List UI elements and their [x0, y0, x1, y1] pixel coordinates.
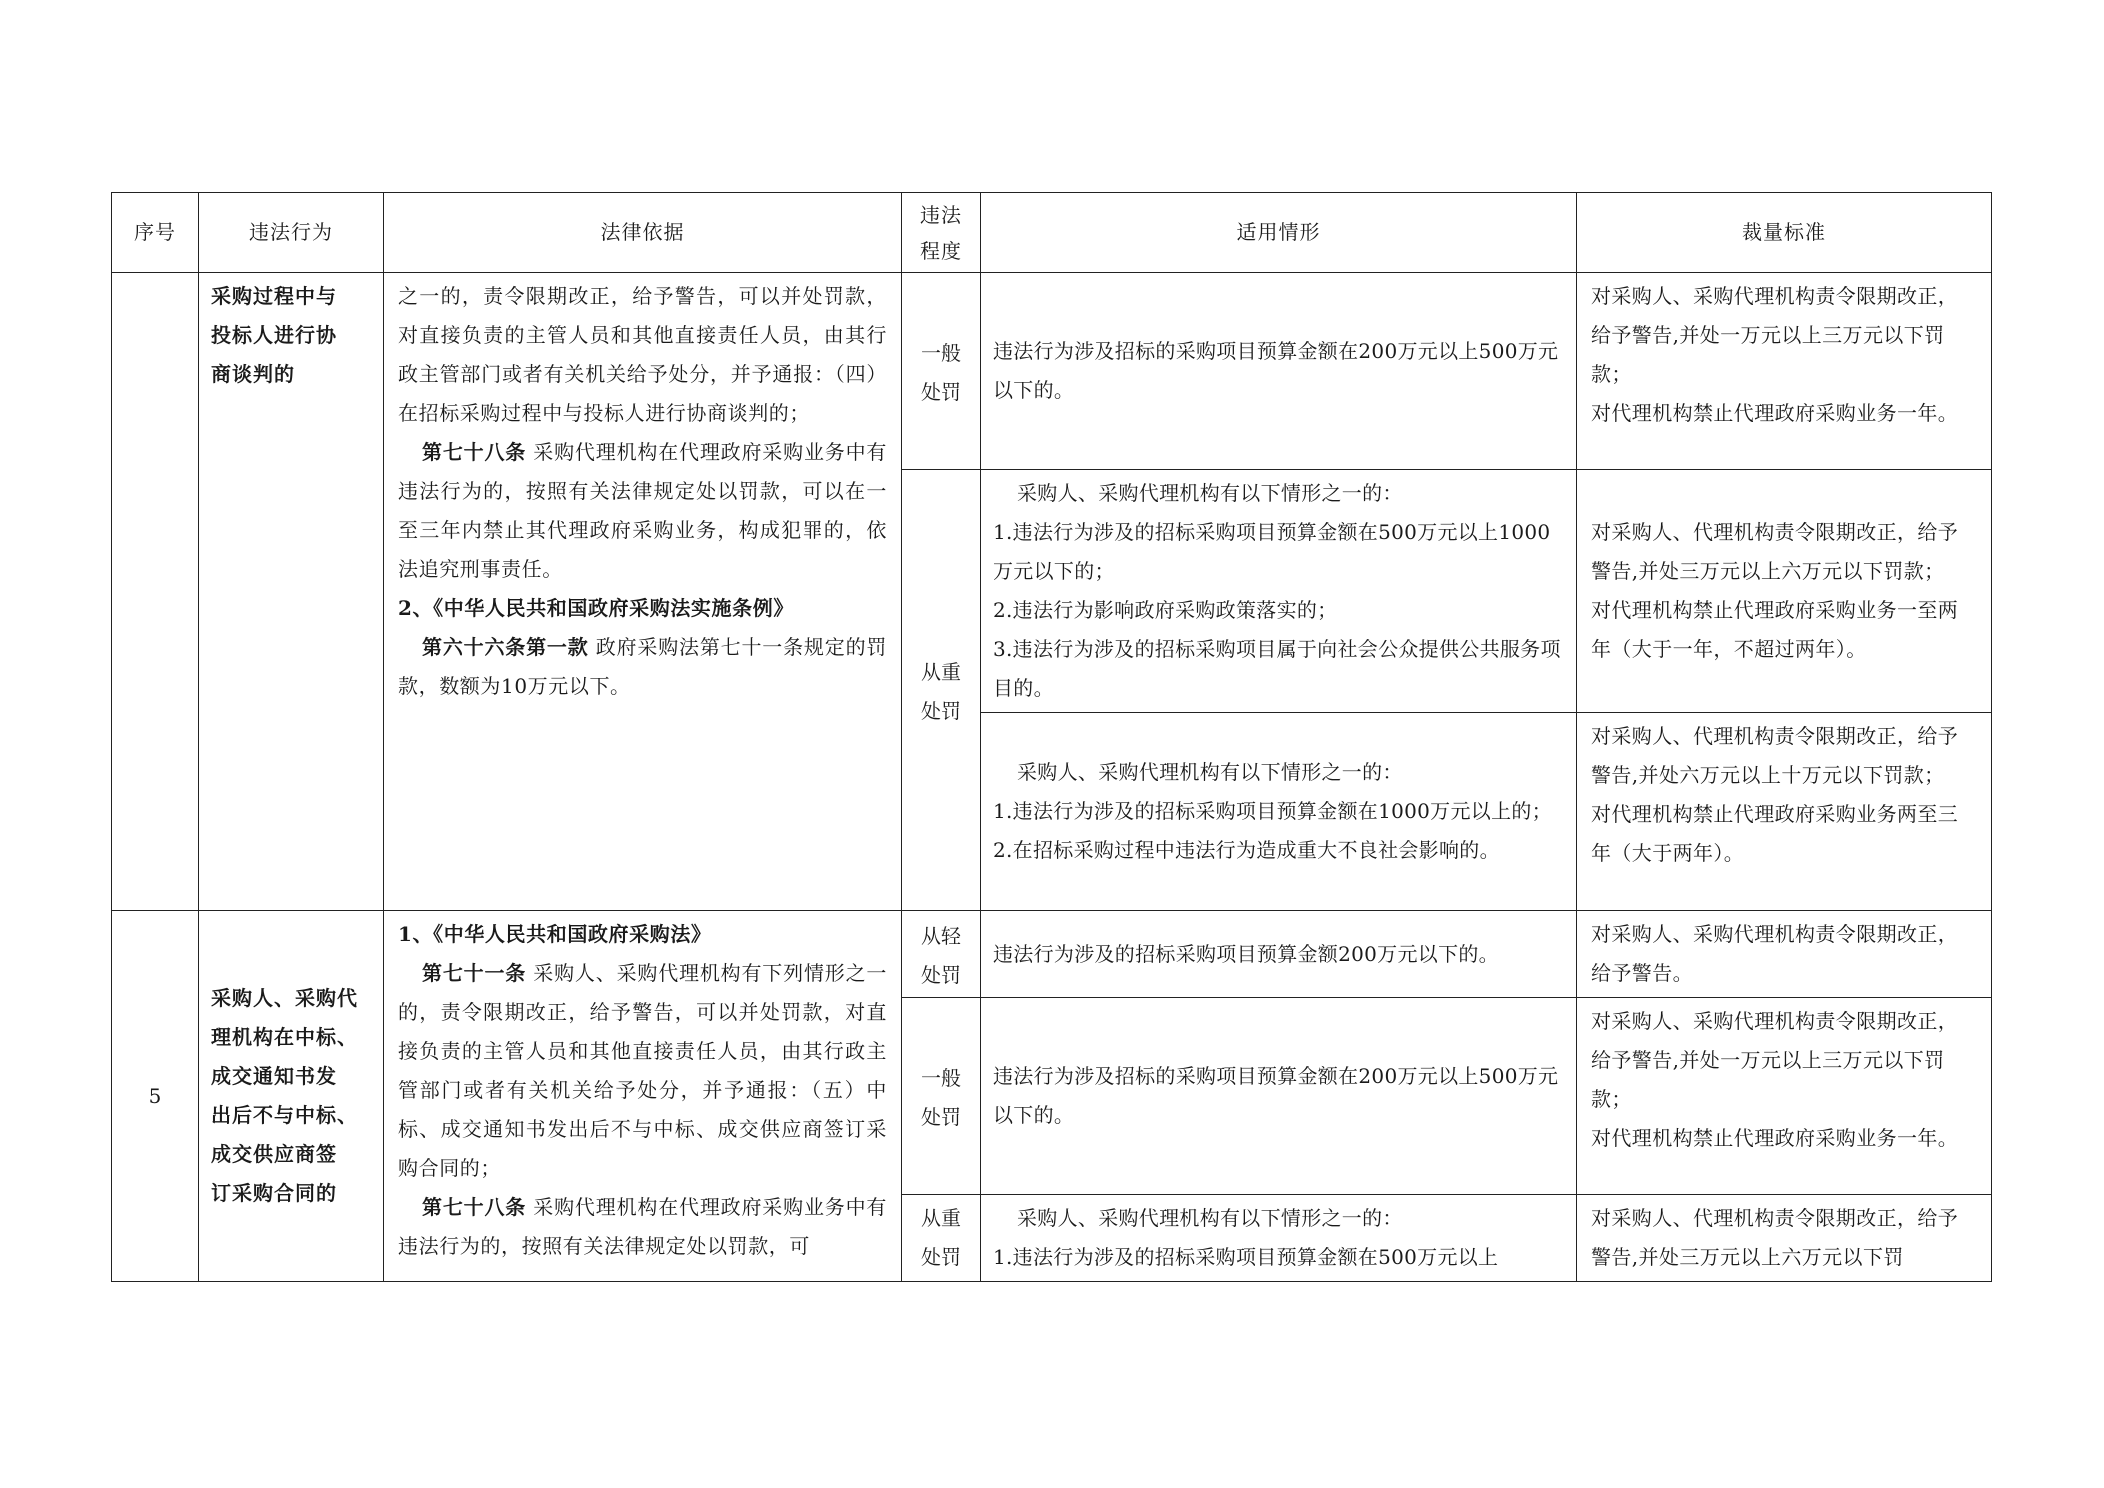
row5-behavior-cell [199, 911, 384, 1282]
penalty-discretion-table [111, 192, 1992, 1282]
header-degree-line1: 违法 [920, 202, 962, 227]
row5-behavior-line: 采购人、采购代 [211, 986, 358, 1010]
row5-behavior-line: 理机构在中标、 [211, 1025, 358, 1049]
row5-no-cell [112, 911, 199, 1282]
row4-behavior-line: 采购过程中与 [211, 284, 337, 308]
article-71-title: 第七十一条 [422, 961, 527, 985]
row5-situation-severe: 采购人、采购代理机构有以下情形之一的： 1.违法行为涉及的招标采购项目预算金额在500万元以上 [981, 1195, 1577, 1282]
header-no: 序号 [112, 193, 199, 273]
row4-no-cell [112, 273, 199, 911]
row4-degree-general: 一般 处罚 [902, 273, 981, 470]
row5-behavior-line: 出后不与中标、 [211, 1103, 358, 1127]
table-row [112, 273, 1992, 470]
header-standard: 裁量标准 [1577, 193, 1992, 273]
row5-standard-severe: 对采购人、代理机构责令限期改正，给予警告,并处三万元以上六万元以下罚 [1577, 1195, 1992, 1282]
row5-situation-general: 违法行为涉及招标的采购项目预算金额在200万元以上500万元以下的。 [981, 998, 1577, 1195]
row4-situation-severe-b: 采购人、采购代理机构有以下情形之一的： 1.违法行为涉及的招标采购项目预算金额在1000万元以上的； 2.在招标采购过程中违法行为造成重大不良社会影响的。 [981, 713, 1577, 911]
row5-basis-cell [384, 911, 902, 1282]
law-title: 1、《中华人民共和国政府采购法》 [398, 922, 712, 946]
article-66-title: 第六十六条第一款 [422, 635, 589, 659]
row5-degree-general: 一般 处罚 [902, 998, 981, 1195]
row4-situation-severe-a: 采购人、采购代理机构有以下情形之一的： 1.违法行为涉及的招标采购项目预算金额在500万元以上1000万元以下的； 2.违法行为影响政府采购政策落实的； 3.违法行为涉及的招标采购项目属于向社会公众提供公共服务项目的。 [981, 470, 1577, 713]
row5-degree-light: 从轻 处罚 [902, 911, 981, 998]
row4-degree-severe: 从重 处罚 [902, 470, 981, 911]
article-78-text: 采购代理机构在代理政府采购业务中有违法行为的，按照有关法律规定处以罚款，可 [398, 1195, 887, 1258]
row5-no: 5 [148, 1083, 162, 1108]
row4-behavior-line: 商谈判的 [211, 362, 295, 386]
row4-basis-cell [384, 273, 902, 911]
article-78-title: 第七十八条 [422, 1195, 527, 1219]
row4-standard-severe-b: 对采购人、代理机构责令限期改正，给予警告,并处六万元以上十万元以下罚款； 对代理机构禁止代理政府采购业务两至三年（大于两年）。 [1577, 713, 1992, 911]
header-degree [902, 193, 981, 273]
row5-standard-general: 对采购人、采购代理机构责令限期改正，给予警告,并处一万元以上三万元以下罚款； 对代理机构禁止代理政府采购业务一年。 [1577, 998, 1992, 1195]
regulation-title: 2、《中华人民共和国政府采购法实施条例》 [398, 596, 794, 620]
article-66-text: 政府采购法第七十一条规定的罚款，数额为10万元以下。 [398, 635, 887, 698]
row5-behavior-line: 成交通知书发 [211, 1064, 337, 1088]
row4-situation-general: 违法行为涉及招标的采购项目预算金额在200万元以上500万元以下的。 [981, 273, 1577, 470]
row4-basis-para: 之一的，责令限期改正，给予警告，可以并处罚款，对直接负责的主管人员和其他直接责任人员，由其行政主管部门或者有关机关给予处分，并予通报：（四）在招标采购过程中与投标人进行协商谈判的； [398, 284, 887, 425]
row5-standard-light: 对采购人、采购代理机构责令限期改正，给予警告。 [1577, 911, 1992, 998]
row4-behavior-cell [199, 273, 384, 911]
article-78-text: 采购代理机构在代理政府采购业务中有违法行为的，按照有关法律规定处以罚款，可以在一至三年内禁止其代理政府采购业务，构成犯罪的，依法追究刑事责任。 [398, 440, 887, 581]
header-behavior: 违法行为 [199, 193, 384, 273]
header-degree-line2: 程度 [920, 238, 962, 263]
row5-degree-severe: 从重 处罚 [902, 1195, 981, 1282]
row4-standard-general: 对采购人、采购代理机构责令限期改正，给予警告,并处一万元以上三万元以下罚款； 对代理机构禁止代理政府采购业务一年。 [1577, 273, 1992, 470]
row5-situation-light: 违法行为涉及的招标采购项目预算金额200万元以下的。 [981, 911, 1577, 998]
row4-standard-severe-a: 对采购人、代理机构责令限期改正，给予警告,并处三万元以上六万元以下罚款； 对代理机构禁止代理政府采购业务一至两年（大于一年，不超过两年）。 [1577, 470, 1992, 713]
table-row [112, 911, 1992, 998]
header-situation: 适用情形 [981, 193, 1577, 273]
header-basis: 法律依据 [384, 193, 902, 273]
table-header-row [112, 193, 1992, 273]
article-78-title: 第七十八条 [422, 440, 527, 464]
article-71-text: 采购人、采购代理机构有下列情形之一的，责令限期改正，给予警告，可以并处罚款，对直接负责的主管人员和其他直接责任人员，由其行政主管部门或者有关机关给予处分，并予通报：（五）中标、成交通知书发出后不与中标、成交供应商签订采购合同的； [398, 961, 887, 1180]
row4-behavior-line: 投标人进行协 [211, 323, 337, 347]
row5-behavior-line: 订采购合同的 [211, 1181, 337, 1205]
row5-behavior-line: 成交供应商签 [211, 1142, 337, 1166]
